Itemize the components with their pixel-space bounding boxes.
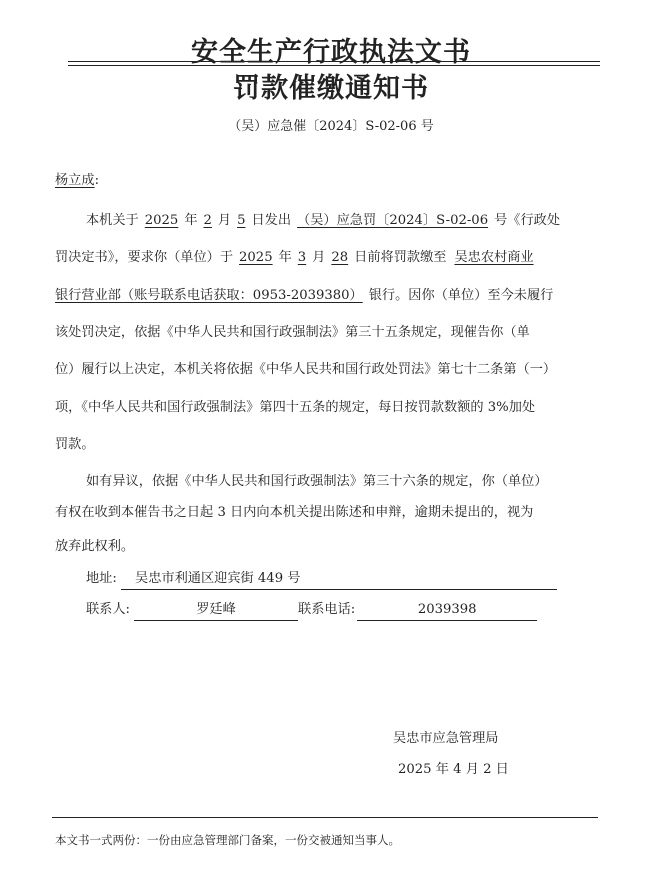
contact-phone-value: 2039398 [357,600,537,621]
footer-note: 本文书一式两份：一份由应急管理部门备案，一份交被通知当事人。 [55,833,400,847]
issuing-organization: 吴忠市应急管理局 [393,731,499,746]
document-title: 安全生产行政执法文书 [191,37,471,68]
address-label: 地址: [86,571,117,586]
para2-line1: 如有异议，依据《中华人民共和国行政强制法》第三十六条的规定，你（单位） [86,474,548,489]
contact-phone-label: 联系电话: [298,602,356,617]
addressee-name: 杨立成 [55,173,95,188]
document-number: （吴）应急催〔2024〕S-02-06 号 [228,119,434,134]
text: 本机关于 [86,213,139,228]
issue-day: 5 [237,213,246,228]
text: 罚决定书》，要求你（单位）于 [55,250,234,265]
address-value [121,569,557,590]
para1-line4: 该处罚决定，依据《中华人民共和国行政强制法》第三十五条规定，现催告你（单 [55,325,530,340]
address-row [86,569,557,590]
para1-line1 [86,211,560,231]
text: 年 [278,250,292,265]
due-day: 28 [331,250,349,265]
title-rule-top [68,61,600,62]
text: 月 [217,213,232,228]
due-month: 3 [297,250,307,265]
bank-name-part1: 吴忠农村商业 [454,250,534,265]
addressee-line [55,171,99,191]
bank-name-part2: 银行营业部（账号联系电话获取：0953-2039380） [55,288,363,303]
document-subtitle: 罚款催缴通知书 [233,73,429,104]
penalty-decision-ref: （吴）应急罚〔2024〕S-02-06 [297,213,489,228]
para1-line3 [55,286,553,306]
issue-month: 2 [203,213,212,228]
para1-line6: 项，《中华人民共和国行政强制法》第四十五条的规定，每日按罚款数额的 3%加处 [55,400,536,415]
addressee-colon: : [94,173,100,188]
text: 银行。因你（单位）至今未履行 [368,288,554,303]
contact-row [86,600,537,621]
contact-person-value: 罗廷峰 [134,600,298,621]
text: 日前将罚款缴至 [354,250,447,265]
text: 号《行政处 [494,213,561,228]
issue-date: 2025 年 4 月 2 日 [398,762,509,777]
para1-line5: 位）履行以上决定，本机关将依据《中华人民共和国行政处罚法》第七十二条第（一） [55,362,557,377]
issue-year: 2025 [144,213,179,228]
text: 月 [312,250,326,265]
contact-person-label: 联系人: [86,602,131,617]
text: 日发出 [251,213,292,228]
address-text: 吴忠市利通区迎宾街 449 号 [135,571,301,586]
footer-divider [52,817,598,818]
para2-line3: 放弃此权利。 [55,539,135,554]
due-year: 2025 [239,250,273,265]
text: 年 [184,213,198,228]
para2-line2: 有权在收到本催告书之日起 3 日内向本机关提出陈述和申辩，逾期未提出的，视为 [55,505,534,520]
para1-line7: 罚款。 [55,437,95,452]
para1-line2 [55,248,538,268]
